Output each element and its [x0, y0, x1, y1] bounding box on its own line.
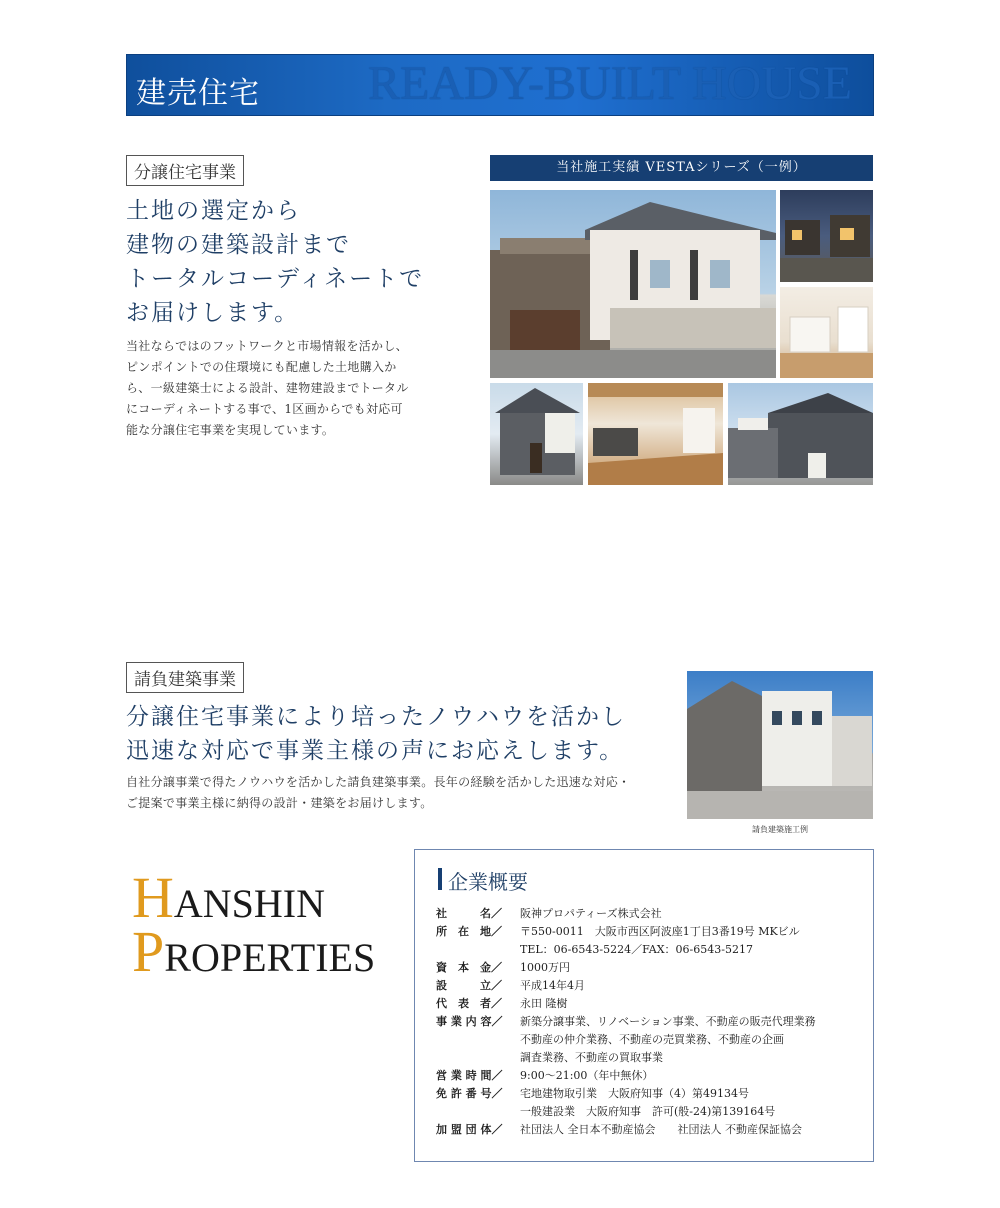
company-row-value: 平成14年4月: [520, 979, 585, 992]
night-house-illustration: [780, 190, 873, 282]
section1-headline: [126, 194, 424, 330]
company-row-label: 代 表 者／: [436, 997, 502, 1010]
section2-headline: [126, 700, 626, 768]
company-row-value: 〒550-0011 大阪市西区阿波座1丁目3番19号 MKビル: [520, 925, 800, 938]
company-row-value: 永田 隆樹: [520, 997, 568, 1010]
banner-title-jp: 建売住宅: [136, 76, 260, 111]
house-photo-small-1: [490, 383, 583, 485]
section1-body: [126, 336, 456, 441]
company-row-value: 新築分譲事業、リノベーション事業、不動産の販売代理業務: [520, 1015, 816, 1028]
small-house-illustration: [490, 383, 583, 485]
logo-line-2: [132, 919, 376, 984]
banner-title-en: READY-BUILT HOUSE: [368, 57, 853, 110]
company-row: [436, 1085, 816, 1103]
company-row-label: 免 許 番 号／: [436, 1087, 503, 1100]
company-row: [436, 1031, 816, 1049]
house-photo-small-2: [728, 383, 873, 485]
company-row-label: 営 業 時 間／: [436, 1069, 503, 1082]
company-row-value: 不動産の仲介業務、不動産の売買業務、不動産の企画: [520, 1033, 784, 1046]
company-row-value: TEL：06-6543-5224／FAX：06-6543-5217: [520, 943, 753, 956]
body-line: 当社ならではのフットワークと市場情報を活かし、: [126, 339, 408, 353]
company-row: [436, 905, 816, 923]
headline-line: 建物の建築設計まで: [126, 232, 351, 258]
company-row-value: 9:00～21:00（年中無休）: [520, 1069, 654, 1082]
company-row: [436, 1121, 816, 1139]
body-line: にコーディネートする事で、1区画からでも対応可: [126, 402, 403, 416]
title-accent-bar: [438, 868, 442, 890]
contract-build-illustration: [687, 671, 873, 819]
company-row-label: 事 業 内 容／: [436, 1015, 503, 1028]
company-row-label: 加 盟 団 体／: [436, 1123, 503, 1136]
headline-line: 迅速な対応で事業主様の声にお応えします。: [126, 738, 625, 764]
house-photo-main: [490, 190, 776, 378]
interior-photo-living: [588, 383, 723, 485]
photo-caption: 請負建築施工例: [752, 825, 808, 834]
company-row: [436, 1049, 816, 1067]
logo-word-roperties: ROPERTIES: [164, 935, 376, 980]
company-row-label: 所 在 地／: [436, 925, 502, 938]
company-row-label: 設 立／: [436, 979, 502, 992]
company-row-value: 調査業務、不動産の買取事業: [520, 1051, 663, 1064]
body-line: ら、一級建築士による設計、建物建設までトータル: [126, 381, 409, 395]
logo-initial-h: H: [132, 865, 174, 930]
company-row-value: 社団法人 全日本不動産協会 社団法人 不動産保証協会: [520, 1123, 802, 1136]
company-row: [436, 1013, 816, 1031]
company-row-value: 宅地建物取引業 大阪府知事（4）第49134号: [520, 1087, 749, 1100]
headline-line: トータルコーディネートで: [126, 266, 425, 292]
house-illustration: [490, 190, 776, 378]
company-row: [436, 1103, 816, 1121]
logo-line-1: [132, 865, 375, 930]
headline-line: 土地の選定から: [126, 198, 301, 224]
body-line: 自社分譲事業で得たノウハウを活かした請負建築事業。長年の経験を活かした迅速な対応・: [126, 775, 631, 789]
company-profile-title: 企業概要: [448, 870, 528, 894]
logo-word-anshin: ANSHIN: [173, 881, 326, 926]
section2-tag: 請負建築事業: [126, 662, 244, 693]
contract-build-photo: [687, 671, 873, 819]
section2-body: [126, 772, 666, 814]
company-row: [436, 995, 816, 1013]
living-illustration: [588, 383, 723, 485]
gallery-title: 当社施工実績 VESTAシリーズ（一例）: [490, 155, 873, 181]
company-profile-rows: [436, 905, 816, 1139]
company-row-value: 一般建設業 大阪府知事 許可(般-24)第139164号: [520, 1105, 776, 1118]
house-photo-night: [780, 190, 873, 282]
body-line: ご提案で事業主様に納得の設計・建築をお届けします。: [126, 796, 433, 810]
company-row: [436, 977, 816, 995]
company-row: [436, 941, 816, 959]
company-row-label: 資 本 金／: [436, 961, 502, 974]
interior-photo-kitchen: [780, 287, 873, 378]
company-row: [436, 959, 816, 977]
row-house-illustration: [728, 383, 873, 485]
company-row-value: 1000万円: [520, 961, 570, 974]
company-row-value: 阪神プロパティーズ株式会社: [520, 907, 662, 920]
company-row: [436, 1067, 816, 1085]
headline-line: 分譲住宅事業により培ったノウハウを活かし: [126, 704, 626, 730]
logo-initial-p: P: [132, 919, 165, 984]
kitchen-illustration: [780, 287, 873, 378]
company-logo: [132, 865, 376, 984]
section1-tag: 分譲住宅事業: [126, 155, 244, 186]
headline-line: お届けします。: [126, 300, 300, 326]
body-line: 能な分譲住宅事業を実現しています。: [126, 423, 335, 437]
company-row-label: 社 名／: [436, 907, 502, 920]
body-line: ピンポイントでの住環境にも配慮した土地購入か: [126, 360, 397, 374]
company-row: [436, 923, 816, 941]
